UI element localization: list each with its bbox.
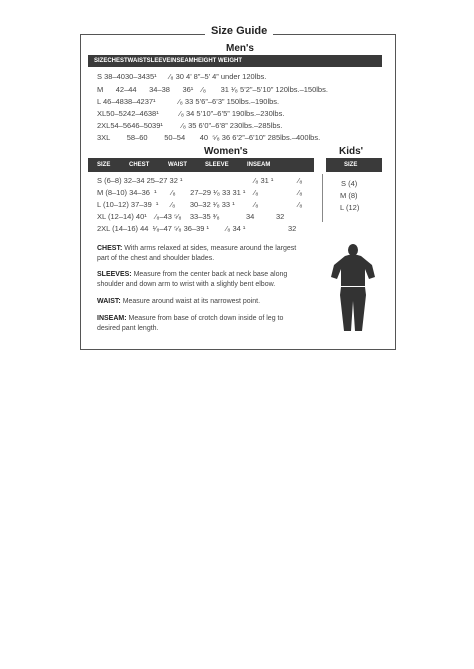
size-guide-title: Size Guide (205, 25, 273, 37)
sleeves-instruction (97, 270, 307, 289)
mens-row-m: M 42–44 34–38 36¹ ⁄₈ 31 ¹⁄₈ 5’2”–5’10” 120lbs.–150lbs. (97, 85, 328, 94)
mens-header-bar (88, 55, 382, 67)
womens-row-l-inseam: ⁄₈ (254, 200, 259, 209)
inseam-term: INSEAM: (97, 315, 127, 322)
womens-heading: Women's (204, 146, 248, 157)
kids-size-m: M (8) (340, 191, 358, 200)
body-silhouette-icon (328, 243, 378, 338)
kids-col-size: SIZE (344, 162, 358, 168)
womens-col-size: SIZE (97, 162, 111, 168)
womens-col-chest: CHEST (129, 162, 150, 168)
womens-row-l: L (10–12) 37–39 ¹ ⁄₈ 30–32 ¹⁄₈ 33 ¹ (97, 200, 235, 209)
sleeves-text: Measure from the center back at neck base along shoulder and down arm to wrist with a slightly bent elbow. (97, 271, 288, 288)
womens-col-inseam: INSEAM (247, 162, 271, 168)
womens-row-2xl-inseam: ⁄₈ 34 ¹ (226, 224, 246, 233)
womens-row-xl-extra: 32 (276, 212, 285, 221)
kids-size-s: S (4) (341, 179, 358, 188)
womens-row-xl-inseam: 34 (246, 212, 255, 221)
womens-row-2xl-extra: 32 (288, 224, 297, 233)
womens-col-waist: WAIST (168, 162, 187, 168)
womens-row-xl: XL (12–14) 40¹ ⁄₈–43 ⁵⁄₈ 33–35 ³⁄₈ (97, 212, 220, 221)
chest-term: CHEST: (97, 245, 123, 252)
mens-row-s: S 38–4030–3435¹ ⁄₈ 30 4’ 8”–5’ 4” under 120lbs. (97, 72, 267, 81)
kids-header-bar (326, 158, 382, 172)
inseam-instruction (97, 314, 307, 333)
waist-term: WAIST: (97, 298, 121, 305)
womens-row-2xl: 2XL (14–16) 44 ¹⁄₈–47 ⁵⁄₈ 36–39 ¹ (97, 224, 210, 233)
womens-header-bar (88, 158, 314, 172)
womens-row-s-inseam: ⁄₈ 31 ¹ (254, 176, 274, 185)
womens-row-l-extra: ⁄₈ (298, 200, 303, 209)
womens-row-m-inseam: ⁄₈ (254, 188, 259, 197)
womens-col-sleeve: SLEEVE (205, 162, 229, 168)
inseam-text: Measure from base of crotch down inside of leg to desired pant length. (97, 315, 284, 332)
kids-heading: Kids' (339, 146, 364, 157)
womens-row-s: S (6–8) 32–34 25–27 32 ¹ (97, 176, 183, 185)
waist-instruction (97, 297, 307, 307)
sleeves-term: SLEEVES: (97, 271, 132, 278)
chest-instruction (97, 244, 307, 263)
mens-header-text: SIZECHESTWAISTSLEEVEINSEAMHEIGHT WEIGHT (94, 58, 243, 64)
kids-size-l: L (12) (340, 203, 360, 212)
chest-text: With arms relaxed at sides, measure around the largest part of the chest and shoulder blades. (97, 245, 297, 262)
womens-row-m: M (8–10) 34–36 ¹ ⁄₈ 27–29 ¹⁄₈ 33 31 ¹ (97, 188, 246, 197)
mens-row-3xl: 3XL 58–60 50–54 40 ⁵⁄₈ 36 6’2”–6’10” 285lbs.–400lbs. (97, 133, 321, 142)
mens-heading: Men's (226, 43, 254, 54)
section-divider (322, 174, 323, 222)
womens-row-m-extra: ⁄₈ (298, 188, 303, 197)
womens-row-s-extra: ⁄₈ (298, 176, 303, 185)
mens-row-2xl: 2XL54–5646–5039¹ ⁄₈ 35 6’0”–6’8” 230lbs.–285lbs. (97, 121, 283, 130)
waist-text: Measure around waist at its narrowest point. (122, 298, 261, 305)
mens-row-xl: XL50–5242–4638¹ ⁄₈ 34 5’10”–6’5” 190lbs.–230lbs. (97, 109, 285, 118)
mens-row-l: L 46–4838–4237¹ ⁄₈ 33 5’6”–6’3” 150lbs.–190lbs. (97, 97, 280, 106)
